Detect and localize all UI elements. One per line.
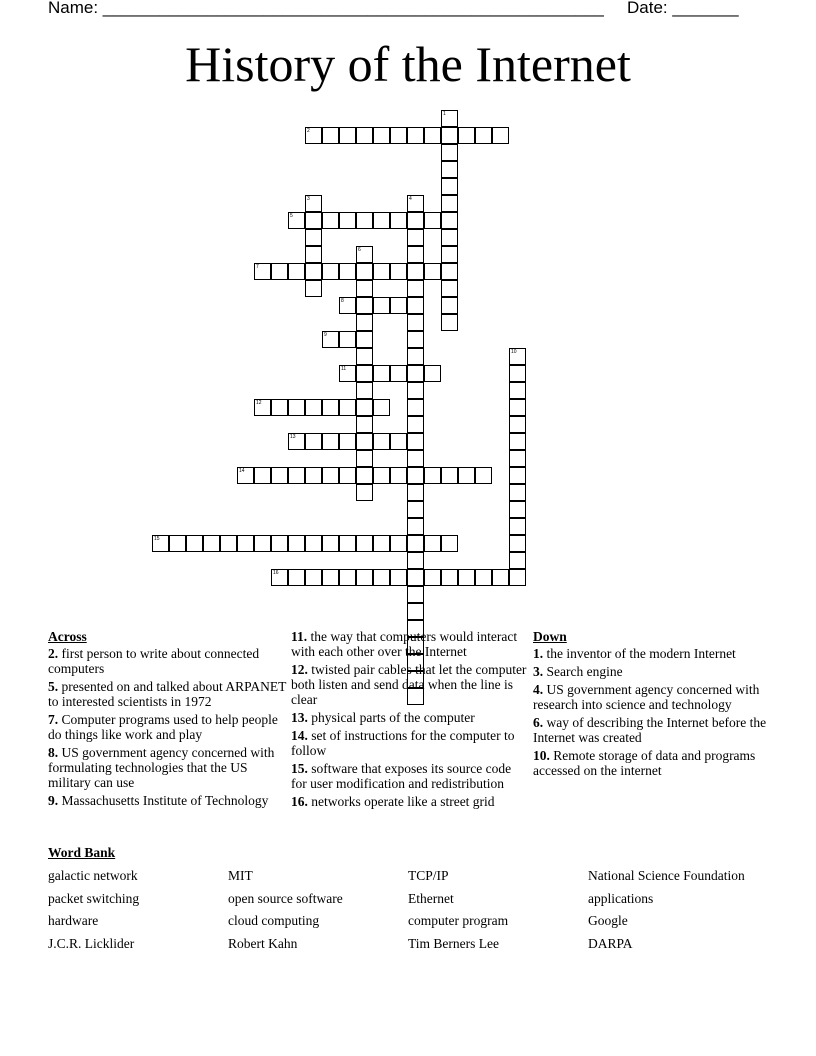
crossword-cell[interactable]	[390, 365, 407, 382]
crossword-cell[interactable]	[407, 127, 424, 144]
clue-number: 11	[341, 366, 347, 372]
crossword-cell[interactable]	[356, 433, 373, 450]
crossword-cell[interactable]	[356, 365, 373, 382]
crossword-cell[interactable]	[424, 127, 441, 144]
crossword-cell[interactable]	[509, 569, 526, 586]
crossword-cell[interactable]	[407, 433, 424, 450]
crossword-cell[interactable]	[390, 297, 407, 314]
crossword-cell[interactable]	[390, 433, 407, 450]
crossword-cell[interactable]	[424, 535, 441, 552]
crossword-cell[interactable]	[356, 450, 373, 467]
crossword-cell[interactable]	[509, 450, 526, 467]
crossword-cell[interactable]	[475, 569, 492, 586]
crossword-cell[interactable]	[356, 535, 373, 552]
word-bank-item: hardware	[48, 913, 99, 928]
crossword-cell[interactable]	[186, 535, 203, 552]
crossword-cell[interactable]	[373, 433, 390, 450]
crossword-cell[interactable]	[322, 535, 339, 552]
crossword-cell[interactable]	[441, 229, 458, 246]
crossword-cell[interactable]	[271, 399, 288, 416]
word-bank-item: DARPA	[588, 936, 633, 951]
clue-across-7: 7. Computer programs used to help people do things like work and play	[48, 712, 278, 742]
word-bank-item: TCP/IP	[408, 868, 449, 883]
crossword-cell[interactable]	[339, 331, 356, 348]
crossword-cell[interactable]	[339, 365, 356, 382]
crossword-cell[interactable]	[356, 263, 373, 280]
crossword-cell[interactable]	[305, 229, 322, 246]
word-bank-item: computer program	[408, 913, 509, 928]
word-bank-item: Google	[588, 913, 628, 928]
crossword-cell[interactable]	[254, 467, 271, 484]
clue-number: 13	[290, 434, 296, 440]
crossword-cell[interactable]	[305, 280, 322, 297]
crossword-cell[interactable]	[322, 569, 339, 586]
crossword-cell[interactable]	[356, 331, 373, 348]
crossword-cell[interactable]	[441, 314, 458, 331]
crossword-cell[interactable]	[220, 535, 237, 552]
crossword-cell[interactable]	[509, 348, 526, 365]
crossword-cell[interactable]	[509, 552, 526, 569]
crossword-cell[interactable]	[373, 467, 390, 484]
crossword-cell[interactable]	[407, 552, 424, 569]
word-bank-item: cloud computing	[228, 913, 320, 928]
crossword-cell[interactable]	[407, 501, 424, 518]
crossword-cell[interactable]	[509, 416, 526, 433]
clue-across-11: 11. the way that computers would interact with each other over the Internet	[291, 629, 518, 659]
crossword-cell[interactable]	[390, 535, 407, 552]
crossword-cell[interactable]	[271, 263, 288, 280]
crossword-cell[interactable]	[407, 263, 424, 280]
crossword-cell[interactable]	[339, 399, 356, 416]
crossword-cell[interactable]	[305, 246, 322, 263]
word-bank-item: galactic network	[48, 868, 138, 883]
crossword-cell[interactable]	[288, 467, 305, 484]
crossword-cell[interactable]	[407, 229, 424, 246]
crossword-cell[interactable]	[339, 127, 356, 144]
name-field-label: Name: _____________________________________________________	[48, 0, 604, 17]
crossword-cell[interactable]	[407, 518, 424, 535]
crossword-cell[interactable]	[509, 399, 526, 416]
clue-down-10: 10. Remote storage of data and programs accessed on the internet	[533, 748, 756, 778]
word-bank-item: packet switching	[48, 891, 140, 906]
crossword-cell[interactable]	[441, 246, 458, 263]
crossword-cell[interactable]	[407, 484, 424, 501]
crossword-cell[interactable]	[356, 399, 373, 416]
crossword-cell[interactable]	[356, 297, 373, 314]
clue-number: 12	[256, 400, 262, 406]
clue-across-5: 5. presented on and talked about ARPANET to interested scientists in 1972	[48, 679, 287, 709]
crossword-cell[interactable]	[254, 535, 271, 552]
word-bank-item: open source software	[228, 891, 343, 906]
crossword-cell[interactable]	[152, 535, 169, 552]
crossword-cell[interactable]	[509, 365, 526, 382]
clue-across-8: 8. US government agency concerned with formulating technologies that the US military can use	[48, 745, 275, 790]
crossword-cell[interactable]	[339, 433, 356, 450]
crossword-cell[interactable]	[169, 535, 186, 552]
crossword-cell[interactable]	[356, 467, 373, 484]
crossword-cell[interactable]	[305, 263, 322, 280]
crossword-cell[interactable]	[407, 586, 424, 603]
crossword-cell[interactable]	[356, 382, 373, 399]
crossword-cell[interactable]	[492, 127, 509, 144]
crossword-cell[interactable]	[339, 263, 356, 280]
down-heading: Down	[533, 629, 567, 644]
crossword-cell[interactable]	[356, 348, 373, 365]
crossword-cell[interactable]	[339, 535, 356, 552]
crossword-cell[interactable]	[424, 212, 441, 229]
crossword-cell[interactable]	[356, 280, 373, 297]
word-bank-item: Tim Berners Lee	[408, 936, 499, 951]
crossword-cell[interactable]	[373, 399, 390, 416]
crossword-cell[interactable]	[305, 127, 322, 144]
crossword-cell[interactable]	[390, 212, 407, 229]
clue-number: 2	[307, 128, 310, 134]
word-bank-item: applications	[588, 891, 654, 906]
crossword-cell[interactable]	[441, 263, 458, 280]
clue-down-4: 4. US government agency concerned with research into science and technology	[533, 682, 760, 712]
crossword-cell[interactable]	[407, 416, 424, 433]
crossword-cell[interactable]	[441, 297, 458, 314]
crossword-cell[interactable]	[407, 331, 424, 348]
crossword-cell[interactable]	[305, 467, 322, 484]
clue-number: 14	[239, 468, 245, 474]
crossword-cell[interactable]	[339, 212, 356, 229]
crossword-cell[interactable]	[339, 297, 356, 314]
crossword-cell[interactable]	[237, 467, 254, 484]
crossword-cell[interactable]	[509, 484, 526, 501]
clue-number: 7	[256, 264, 259, 270]
crossword-cell[interactable]	[322, 127, 339, 144]
clue-down-3: 3. Search engine	[533, 664, 623, 679]
crossword-cell[interactable]	[373, 535, 390, 552]
clue-down-1: 1. the inventor of the modern Internet	[533, 646, 736, 661]
crossword-cell[interactable]	[441, 127, 458, 144]
crossword-cell[interactable]	[373, 127, 390, 144]
crossword-cell[interactable]	[305, 569, 322, 586]
crossword-cell[interactable]	[441, 212, 458, 229]
crossword-cell[interactable]	[288, 433, 305, 450]
crossword-cell[interactable]	[356, 484, 373, 501]
crossword-cell[interactable]	[390, 467, 407, 484]
crossword-cell[interactable]	[407, 450, 424, 467]
crossword-cell[interactable]	[288, 569, 305, 586]
across-clues-continued	[291, 629, 529, 812]
crossword-cell[interactable]	[288, 535, 305, 552]
clue-across-15: 15. software that exposes its source code for user modification and redistribution	[291, 761, 512, 791]
clue-number: 9	[324, 332, 327, 338]
crossword-cell[interactable]	[322, 331, 339, 348]
crossword-cell[interactable]	[509, 535, 526, 552]
page-title: History of the Internet	[185, 36, 631, 92]
crossword-cell[interactable]	[254, 263, 271, 280]
crossword-cell[interactable]	[373, 212, 390, 229]
crossword-cell[interactable]	[424, 569, 441, 586]
crossword-cell[interactable]	[322, 433, 339, 450]
crossword-cell[interactable]	[305, 195, 322, 212]
crossword-cell[interactable]	[509, 467, 526, 484]
crossword-cell[interactable]	[509, 382, 526, 399]
crossword-cell[interactable]	[271, 467, 288, 484]
word-bank-item: National Science Foundation	[588, 868, 745, 883]
crossword-cell[interactable]	[203, 535, 220, 552]
crossword-cell[interactable]	[441, 178, 458, 195]
crossword-cell[interactable]	[339, 569, 356, 586]
crossword-cell[interactable]	[322, 212, 339, 229]
crossword-cell[interactable]	[271, 569, 288, 586]
word-bank-item: Ethernet	[408, 891, 454, 906]
crossword-cell[interactable]	[356, 127, 373, 144]
clue-down-6: 6. way of describing the Internet before the Internet was created	[533, 715, 767, 745]
clue-number: 3	[307, 196, 310, 202]
crossword-cell[interactable]	[373, 569, 390, 586]
crossword-cell[interactable]	[356, 314, 373, 331]
crossword-cell[interactable]	[390, 127, 407, 144]
crossword-cell[interactable]	[458, 127, 475, 144]
crossword-cell[interactable]	[356, 416, 373, 433]
clue-across-13: 13. physical parts of the computer	[291, 710, 475, 725]
clue-across-2: 2. first person to write about connected computers	[48, 646, 260, 676]
crossword-cell[interactable]	[237, 535, 254, 552]
crossword-cell[interactable]	[475, 127, 492, 144]
crossword-cell[interactable]	[441, 467, 458, 484]
crossword-cell[interactable]	[458, 467, 475, 484]
crossword-cell[interactable]	[509, 501, 526, 518]
crossword-cell[interactable]	[407, 382, 424, 399]
date-field-label: Date: _______	[627, 0, 739, 17]
crossword-cell[interactable]	[492, 569, 509, 586]
crossword-cell[interactable]	[441, 535, 458, 552]
crossword-cell[interactable]	[441, 569, 458, 586]
crossword-cell[interactable]	[322, 263, 339, 280]
down-clues	[533, 629, 773, 781]
crossword-cell[interactable]	[407, 195, 424, 212]
crossword-cell[interactable]	[322, 467, 339, 484]
crossword-cell[interactable]	[407, 246, 424, 263]
crossword-cell[interactable]	[373, 365, 390, 382]
across-clues	[48, 629, 288, 811]
crossword-cell[interactable]	[390, 569, 407, 586]
crossword-cell[interactable]	[509, 433, 526, 450]
clue-across-9: 9. Massachusetts Institute of Technology	[48, 793, 269, 808]
word-bank-title: Word Bank	[48, 845, 116, 860]
crossword-cell[interactable]	[407, 365, 424, 382]
crossword-cell[interactable]	[254, 399, 271, 416]
crossword-cell[interactable]	[407, 603, 424, 620]
crossword-cell[interactable]	[373, 297, 390, 314]
crossword-cell[interactable]	[441, 195, 458, 212]
crossword-cell[interactable]	[509, 518, 526, 535]
crossword-cell[interactable]	[356, 246, 373, 263]
word-bank-item: MIT	[228, 868, 253, 883]
crossword-cell[interactable]	[288, 399, 305, 416]
word-bank-item: J.C.R. Licklider	[48, 936, 135, 951]
crossword-cell[interactable]	[356, 569, 373, 586]
clue-number: 15	[154, 536, 160, 542]
clue-across-14: 14. set of instructions for the computer to follow	[291, 728, 515, 758]
clue-number: 8	[341, 298, 344, 304]
clue-number: 16	[273, 570, 279, 576]
crossword-cell[interactable]	[441, 110, 458, 127]
crossword-cell[interactable]	[441, 144, 458, 161]
crossword-cell[interactable]	[424, 365, 441, 382]
crossword-cell[interactable]	[271, 535, 288, 552]
clue-number: 5	[290, 213, 293, 219]
crossword-cell[interactable]	[424, 467, 441, 484]
clue-across-12: 12. twisted pair cables that let the computer both listen and send data when the line is clear	[291, 662, 527, 707]
clue-number: 10	[511, 349, 517, 355]
across-heading: Across	[48, 629, 87, 644]
crossword-cell[interactable]	[407, 280, 424, 297]
crossword-cell[interactable]	[339, 467, 356, 484]
crossword-cell[interactable]	[373, 263, 390, 280]
crossword-cell[interactable]	[441, 280, 458, 297]
crossword-cell[interactable]	[407, 535, 424, 552]
crossword-cell[interactable]	[407, 297, 424, 314]
crossword-cell[interactable]	[407, 399, 424, 416]
crossword-cell[interactable]	[322, 399, 339, 416]
crossword-cell[interactable]	[288, 212, 305, 229]
crossword-cell[interactable]	[475, 467, 492, 484]
crossword-cell[interactable]	[407, 467, 424, 484]
crossword-cell[interactable]	[390, 263, 407, 280]
crossword-cell[interactable]	[305, 212, 322, 229]
clue-across-16: 16. networks operate like a street grid	[291, 794, 495, 809]
crossword-cell[interactable]	[305, 399, 322, 416]
crossword-cell[interactable]	[407, 348, 424, 365]
crossword-cell[interactable]	[424, 263, 441, 280]
crossword-cell[interactable]	[305, 535, 322, 552]
clue-number: 4	[409, 196, 412, 202]
crossword-cell[interactable]	[441, 161, 458, 178]
crossword-cell[interactable]	[458, 569, 475, 586]
crossword-cell[interactable]	[407, 212, 424, 229]
clue-number: 6	[358, 247, 361, 253]
crossword-cell[interactable]	[288, 263, 305, 280]
crossword-cell[interactable]	[407, 314, 424, 331]
clue-number: 1	[443, 111, 446, 117]
crossword-cell[interactable]	[407, 569, 424, 586]
word-bank-item: Robert Kahn	[228, 936, 298, 951]
crossword-cell[interactable]	[356, 212, 373, 229]
crossword-cell[interactable]	[305, 433, 322, 450]
